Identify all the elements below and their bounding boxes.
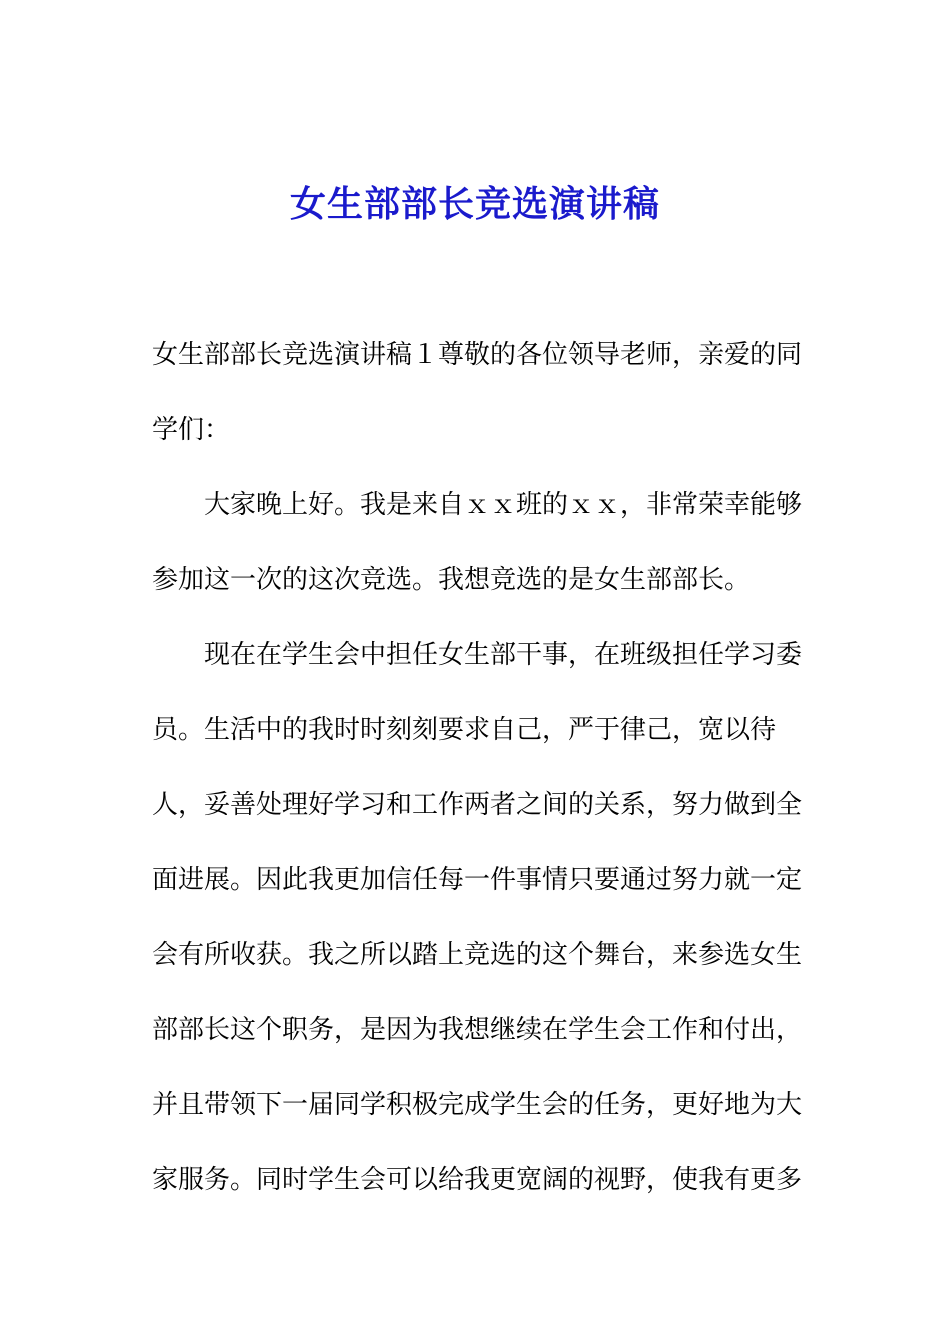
body-line: 大家晚上好。我是来自ｘｘ班的ｘｘ，非常荣幸能够: [204, 490, 803, 520]
body-line: 部部长这个职务，是因为我想继续在学生会工作和付出，: [152, 1015, 803, 1045]
body-line: 并且带领下一届同学积极完成学生会的任务，更好地为大: [152, 1090, 803, 1120]
body-line: 现在在学生会中担任女生部干事，在班级担任学习委: [204, 640, 803, 670]
body-line: 参加这一次的这次竞选。我想竞选的是女生部部长。: [152, 565, 751, 595]
body-line: 面进展。因此我更加信任每一件事情只要通过努力就一定: [152, 865, 803, 895]
body-line: 会有所收获。我之所以踏上竞选的这个舞台，来参选女生: [152, 940, 803, 970]
document-body: [152, 336, 803, 1236]
document-title: 女生部部长竞选演讲稿: [289, 183, 660, 225]
body-line: 女生部部长竞选演讲稿１尊敬的各位领导老师，亲爱的同: [152, 340, 803, 370]
body-line: 家服务。同时学生会可以给我更宽阔的视野，使我有更多: [152, 1165, 803, 1195]
body-line: 学们：: [152, 415, 231, 445]
body-line: 员。生活中的我时时刻刻要求自己，严于律己，宽以待: [152, 715, 777, 745]
body-line: 人，妥善处理好学习和工作两者之间的关系，努力做到全: [152, 790, 803, 820]
